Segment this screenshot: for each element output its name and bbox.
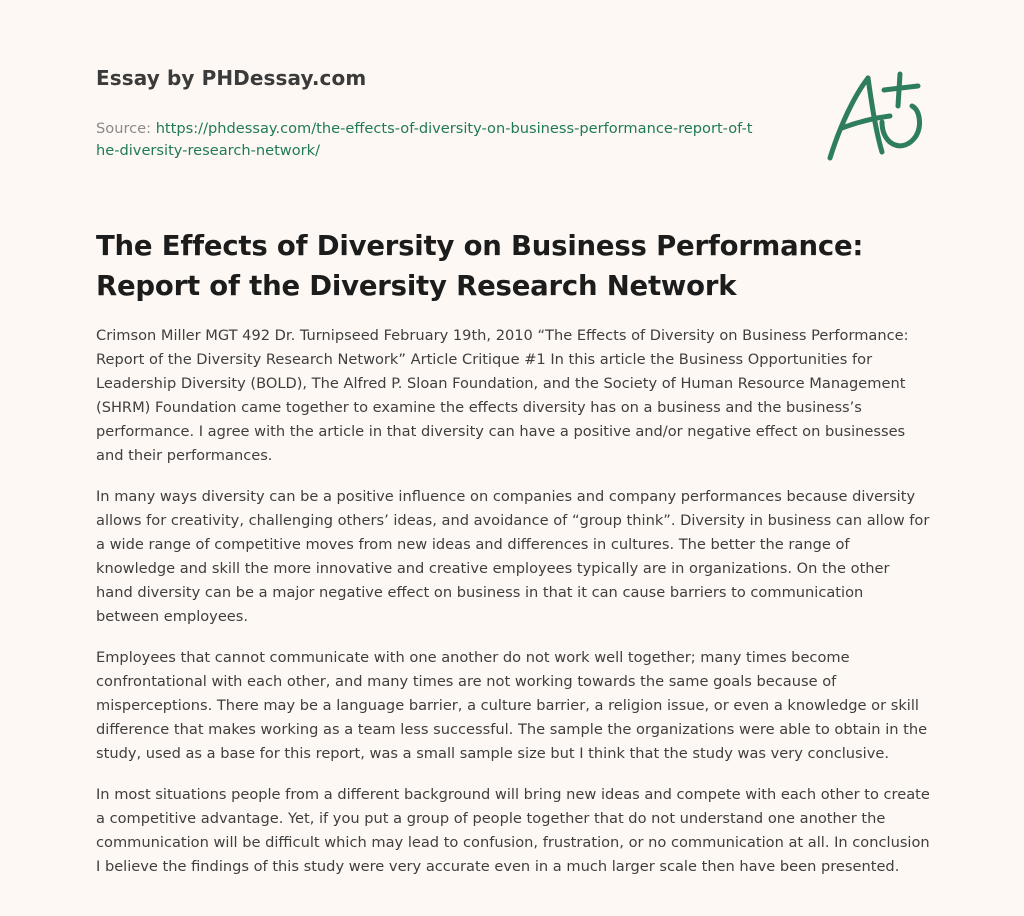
a-plus-icon: [822, 66, 932, 166]
article-paragraph: Crimson Miller MGT 492 Dr. Turnipseed February 19th, 2010 “The Effects of Diversity on Business Performance: Report of the Diversity Research Network” Article Critique #1 In this article the Business Opportunities for Leadership Diversity (BOLD), The Alfred P. Sloan Foundation, and the Society of Human Resource Management (SHRM) Foundation came together to examine the effects diversity has on a business and the business’s performance. I agree with the article in that diversity can have a positive and/or negative effect on businesses and their performances.: [96, 327, 909, 464]
article-body: [96, 324, 930, 896]
article-paragraph: Employees that cannot communicate with one another do not work well together; many times become confrontational with each other, and many times are not working towards the same goals because of misperceptions. There may be a language barrier, a culture barrier, a religion issue, or even a knowledge or skill difference that makes working as a team less successful. The sample the organizations were able to obtain in the study, used as a base for this report, was a small sample size but I think that the study was very conclusive.: [96, 649, 928, 762]
site-brand: Essay by PHDessay.com: [96, 66, 367, 90]
page-header: [96, 66, 796, 162]
source-line: [96, 118, 756, 162]
article-paragraph: In many ways diversity can be a positive influence on companies and company performances because diversity allows for creativity, challenging others’ ideas, and avoidance of “group think”. Diversity in business can allow for a wide range of competitive moves from new ideas and differences in cultures. The better the range of knowledge and skill the more innovative and creative employees typically are in organizations. On the other hand diversity can be a major negative effect on business in that it can cause barriers to communication between employees.: [96, 488, 930, 625]
article-title: The Effects of Diversity on Business Performance: Report of the Diversity Research Network: [96, 230, 864, 302]
a-plus-logo: [822, 66, 932, 166]
source-link[interactable]: https://phdessay.com/the-effects-of-diversity-on-business-performance-report-of-the-diversity-research-network/: [96, 120, 753, 159]
source-label: Source:: [96, 120, 156, 137]
article-paragraph: In most situations people from a different background will bring new ideas and compete with each other to create a competitive advantage. Yet, if you put a group of people together that do not understand one another the communication will be difficult which may lead to confusion, frustration, or no communication at all. In conclusion I believe the findings of this study were very accurate even in a much larger scale then have been presented.: [96, 786, 930, 875]
